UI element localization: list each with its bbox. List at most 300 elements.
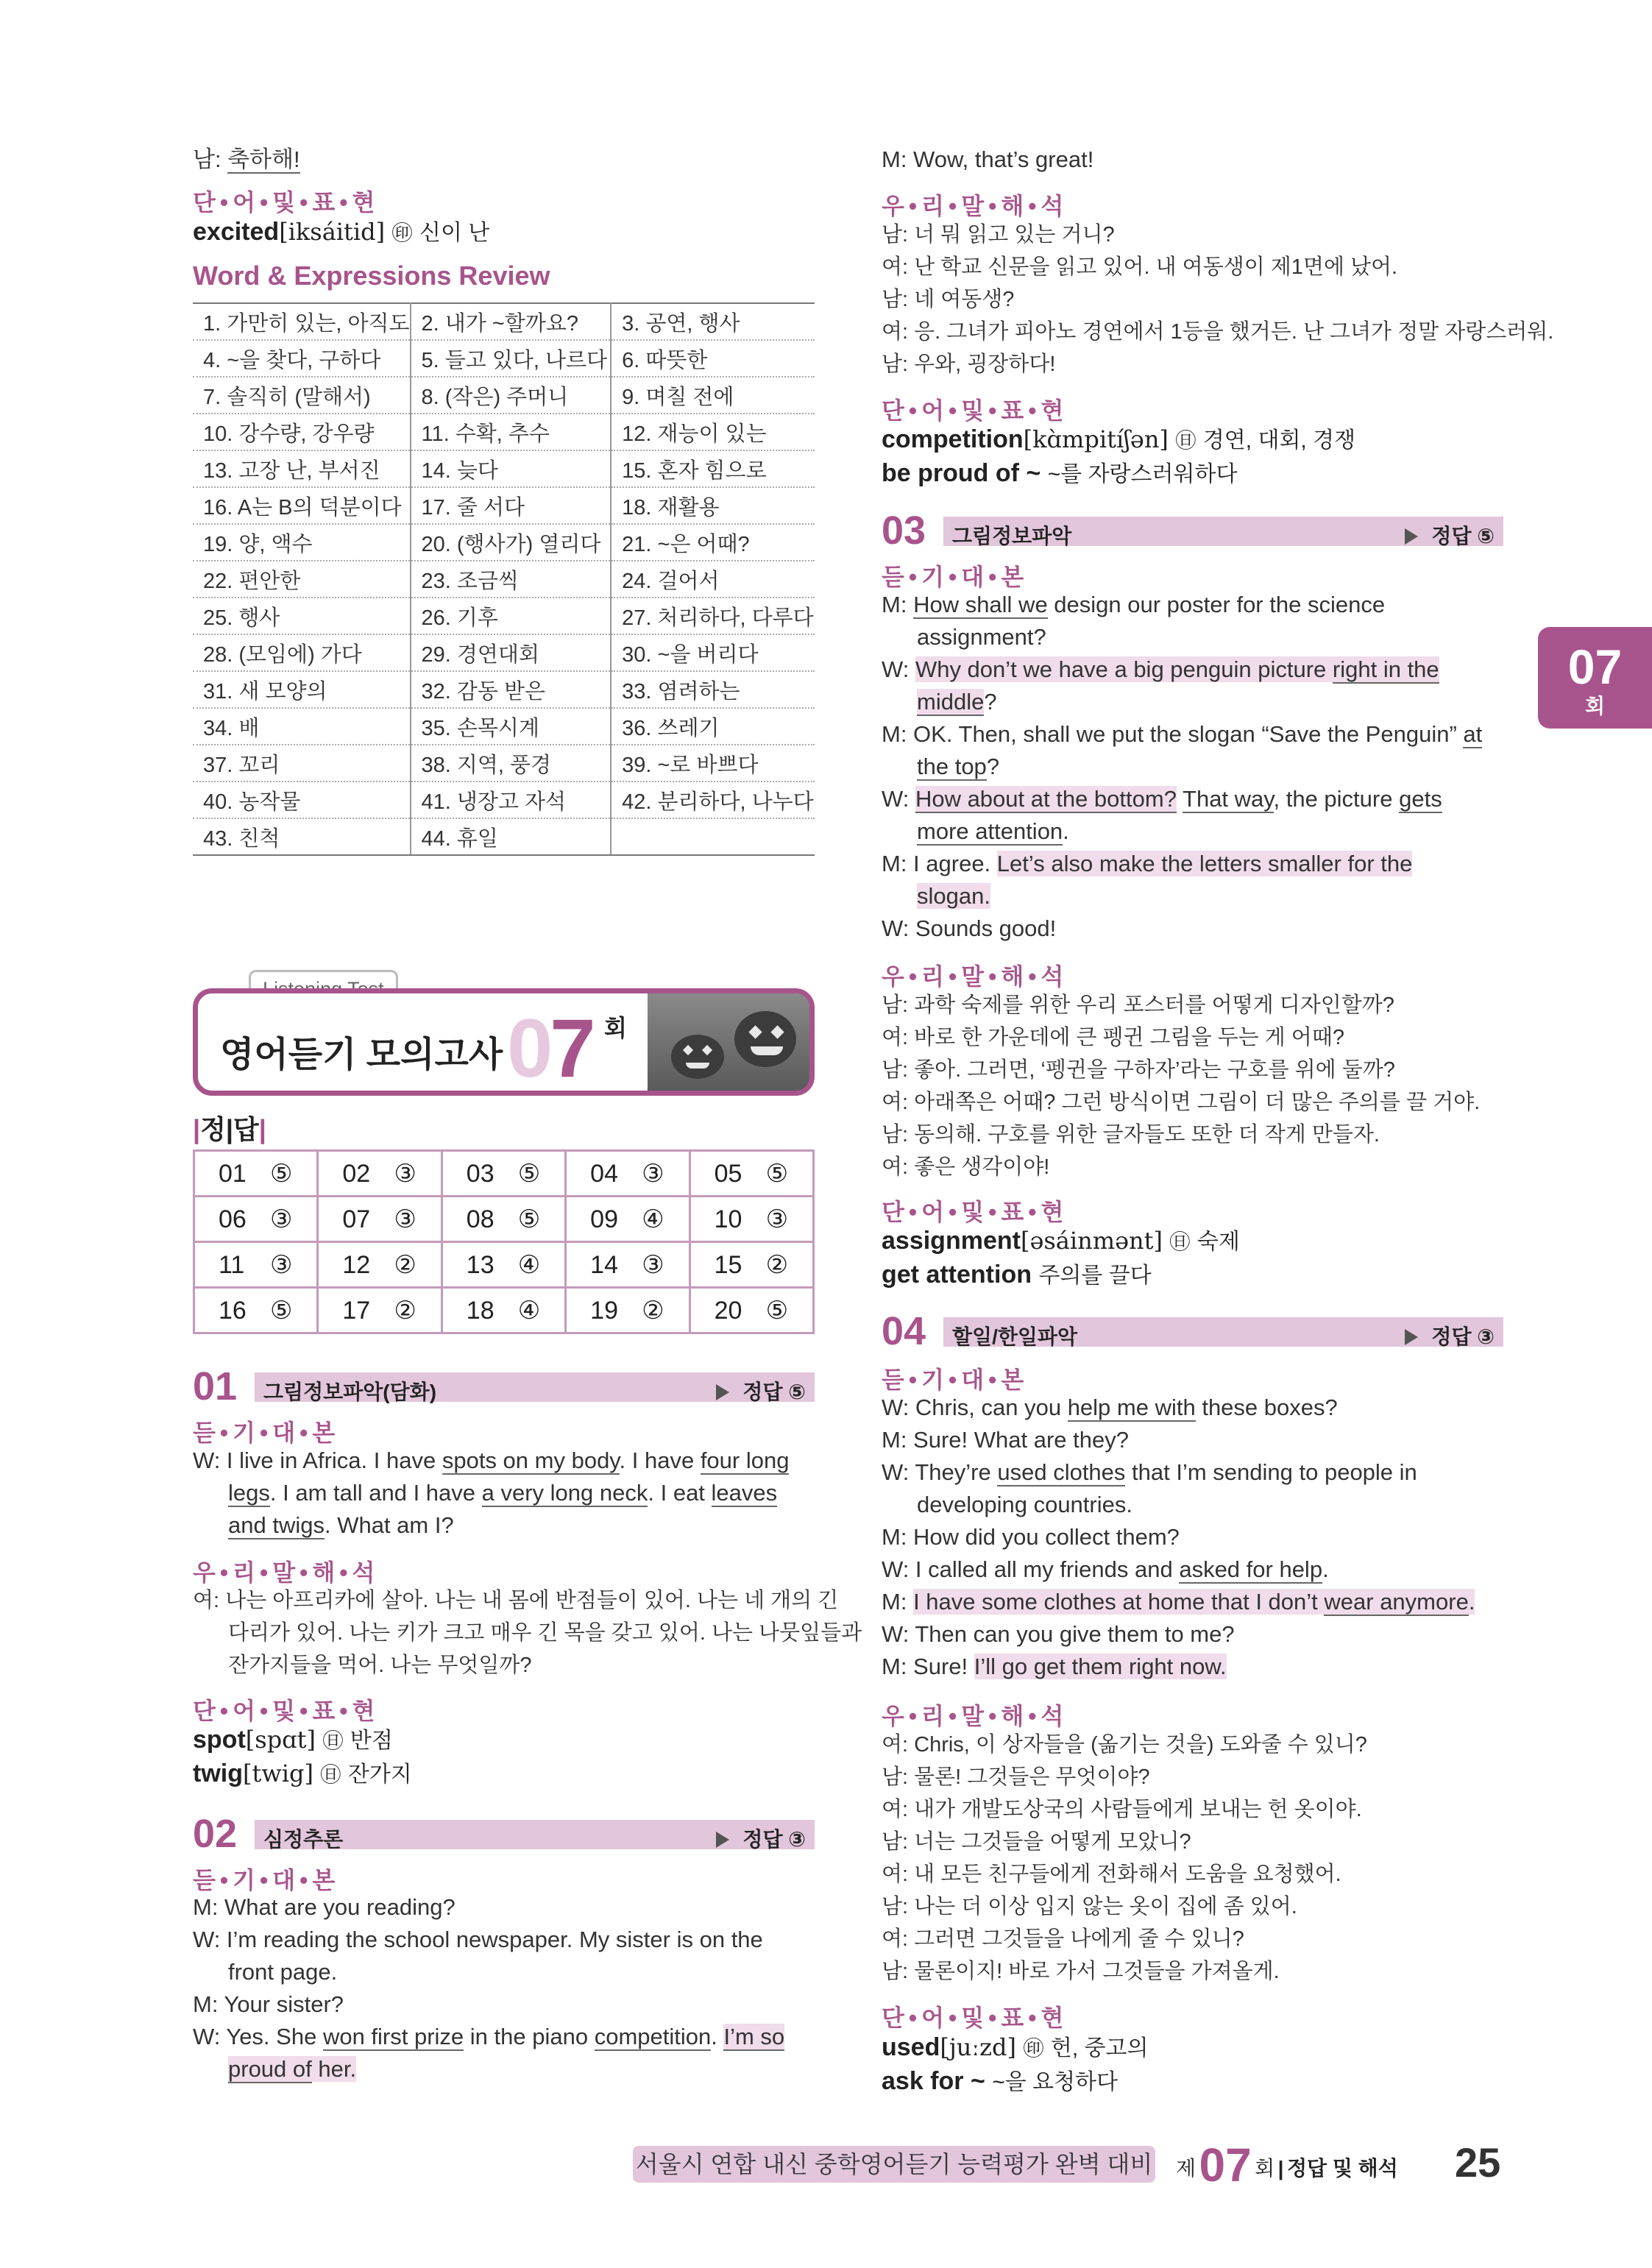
script-line: [882, 1456, 1475, 1489]
script-segment: . I am tall and I have: [269, 1480, 482, 1506]
vocab-meaning: ~를 자랑스러워하다: [1047, 462, 1238, 486]
vocab-item: [193, 1757, 412, 1791]
answer-choice: ②: [765, 1250, 789, 1279]
script-segment: W: Yes. She: [193, 2024, 323, 2049]
answer-number: 19: [590, 1296, 618, 1325]
answer-number: 02: [342, 1159, 371, 1188]
translation-line: 여: 내가 개발도상국의 사람들에게 보내는 헌 옷이야.: [882, 1798, 1362, 1821]
translation-line: 남: 너는 그것들을 어떻게 모았니?: [882, 1830, 1191, 1854]
script-segment: front page.: [228, 1959, 338, 1985]
answer-number: 06: [219, 1205, 247, 1233]
vocab-word: used: [882, 2033, 940, 2061]
footer-banner: 서울시 연합 내신 중학영어듣기 능력평가 완벽 대비: [633, 2146, 1155, 2183]
play-triangle-icon: [1405, 1329, 1418, 1345]
translation-block: [882, 989, 1480, 1183]
script-segment: Why don’t we have a big penguin picture: [915, 656, 1333, 682]
review-table: [193, 302, 815, 856]
table-row: [193, 782, 815, 818]
answer-cell: [194, 1151, 318, 1197]
script-segment: M: OK. Then, shall we put the slogan “Save the Penguin”: [882, 721, 1464, 747]
answer-cell: [566, 1151, 689, 1197]
section-number: 01: [193, 1364, 238, 1408]
translation-line: 남: 동의해. 구호를 위한 글자들도 또한 더 작게 만들자.: [882, 1123, 1380, 1147]
script-line: [882, 783, 1482, 815]
script-segment: W: Then can you give them to me?: [882, 1621, 1235, 1647]
script-segment: slogan.: [917, 883, 990, 909]
script-segment: ?: [986, 754, 1000, 779]
vocab-meaning: 반점: [350, 1729, 393, 1753]
answer-cell: [442, 1197, 565, 1242]
table-cell: 9. 며칠 전에: [611, 377, 815, 414]
table-cell: 33. 염려하는: [611, 671, 815, 708]
footer-number: 07: [1199, 2138, 1252, 2191]
answer-choice: ④: [642, 1205, 664, 1233]
answer-cell: [194, 1242, 318, 1288]
table-cell: 17. 줄 서다: [411, 487, 611, 524]
answer-cell: [566, 1242, 689, 1288]
script-segment: middle: [917, 689, 985, 715]
section-title: 그림정보파악(담화): [263, 1381, 437, 1403]
table-cell: 27. 처리하다, 다루다: [611, 598, 815, 634]
table-cell: 40. 농작물: [193, 782, 411, 818]
script-segment: at: [1463, 721, 1483, 747]
section-band: [943, 517, 1503, 546]
answer-choice: ⑤: [765, 1296, 789, 1325]
answer-choice: ②: [394, 1250, 416, 1279]
table-cell: 16. A는 B의 덕분이다: [193, 487, 411, 524]
table-cell: 20. (행사가) 열리다: [411, 524, 611, 561]
translation-line: 여: 그러면 그것들을 나에게 줄 수 있니?: [882, 1927, 1244, 1951]
script-segment: in the piano: [464, 2024, 595, 2049]
translation-line: 여: 응. 그녀가 피아노 경연에서 1등을 했거든. 난 그녀가 정말 자랑스러워.: [882, 320, 1554, 344]
vocab-pronunciation: [juːzd]: [940, 2033, 1016, 2061]
translation-line: 남: 물론! 그것들은 무엇이야?: [882, 1765, 1150, 1789]
translation-line: 남: 과학 숙제를 위한 우리 포스터를 어떻게 디자인할까?: [882, 993, 1394, 1017]
script-segment: W: I called all my friends and: [882, 1556, 1180, 1582]
banner-number: 07: [507, 1002, 593, 1094]
part-of-speech-icon: ㊞: [1023, 2037, 1044, 2060]
vocab-item: [882, 1225, 1240, 1258]
translation-line: 여: 나는 아프리카에 살아. 나는 내 몸에 반점들이 있어. 나는 네 개의 긴: [193, 1589, 839, 1612]
table-cell: 19. 양, 액수: [193, 524, 411, 561]
vocab-heading: 단•어•및•표•현: [193, 1698, 380, 1724]
script-line: [882, 912, 1482, 945]
vocab-pronunciation: [əsáinmənt]: [1020, 1227, 1163, 1255]
script-line: [882, 751, 1482, 783]
script-block: [882, 589, 1482, 945]
translation-block: [882, 219, 1553, 380]
table-cell: 23. 조금씩: [411, 561, 611, 598]
translation-line: 여: 난 학교 신문을 읽고 있어. 내 여동생이 제1면에 났어.: [882, 255, 1398, 279]
script-line: [193, 1956, 784, 1988]
review-title: Word & Expressions Review: [193, 261, 550, 291]
script-segment: I’m so: [723, 2024, 785, 2049]
table-cell: 41. 냉장고 자석: [411, 782, 611, 818]
script-segment: W: Chris, can you: [882, 1395, 1068, 1420]
script-line: [882, 686, 1482, 718]
table-cell: 7. 솔직히 (말해서): [193, 377, 411, 414]
answer-row: [194, 1288, 814, 1333]
translation-block: [193, 1584, 862, 1681]
script-segment: these boxes?: [1195, 1395, 1338, 1420]
script-heading: 듣•기•대•본: [193, 1867, 340, 1893]
translation-line: 여: 내 모든 친구들에게 전화해서 도움을 요청했어.: [882, 1863, 1341, 1886]
section-band: [943, 1317, 1503, 1347]
section-title: 심정추론: [263, 1828, 344, 1851]
script-segment: M: Sure! What are they?: [882, 1427, 1129, 1453]
script-line: [882, 718, 1482, 751]
script-segment: four long: [700, 1447, 790, 1473]
play-triangle-icon: [716, 1832, 729, 1848]
vocab-pronunciation: [twig]: [242, 1760, 313, 1787]
table-row: [193, 818, 815, 855]
translation-line: 남: 좋아. 그러면, ‘펭귄을 구하자’라는 구호를 위에 둘까?: [882, 1058, 1395, 1082]
answer-cell: [318, 1242, 442, 1288]
vocab-heading: 단•어•및•표•현: [882, 397, 1068, 424]
table-cell: 34. 배: [193, 708, 411, 745]
section-title: 할일/한일파악: [952, 1325, 1078, 1348]
answer-number: 03: [466, 1159, 494, 1188]
script-segment: design our poster for the science: [1047, 592, 1386, 617]
answer-cell: [566, 1197, 689, 1242]
table-cell: 11. 수확, 추수: [411, 414, 611, 450]
part-of-speech-icon: ㊐: [322, 1729, 344, 1752]
script-segment: Let’s also make the letters smaller for the: [996, 851, 1413, 876]
script-segment: I have some clothes at home that I don’t: [913, 1589, 1325, 1615]
table-cell: 36. 쓰레기: [611, 708, 815, 745]
script-segment: won first prize: [322, 2024, 464, 2049]
table-cell: 22. 편안한: [193, 561, 411, 598]
script-segment: W:: [882, 786, 915, 812]
answer-number: 17: [342, 1296, 371, 1325]
translation-block: [882, 1729, 1367, 1988]
page-number: 25: [1455, 2139, 1501, 2186]
answer-choice: ⑤: [517, 1159, 541, 1188]
answer-choice: ③: [394, 1205, 416, 1233]
vocab-item: [882, 2031, 1149, 2065]
answer-choice: ④: [517, 1250, 541, 1279]
answer-number: 20: [714, 1296, 742, 1325]
table-cell: 37. 꼬리: [193, 745, 411, 782]
script-segment: , the picture: [1273, 786, 1400, 812]
vocab-pronunciation: [spɑt]: [245, 1726, 316, 1754]
answer-choice: ②: [394, 1296, 416, 1325]
table-row: [193, 524, 815, 561]
translation-line: 남: 나는 더 이상 입지 않는 옷이 집에 좀 있어.: [882, 1895, 1297, 1918]
script-block: [193, 1445, 789, 1542]
table-cell: [611, 818, 815, 855]
translation-line: 잔가지들을 먹어. 나는 무엇일까?: [228, 1654, 532, 1677]
vocab-item: [882, 2065, 1149, 2099]
table-row: [193, 340, 815, 377]
script-line: [882, 1651, 1475, 1683]
vocab-meaning: 잔가지: [347, 1762, 412, 1787]
table-row: [193, 745, 815, 782]
table-cell: 5. 들고 있다, 나르다: [411, 340, 611, 377]
script-segment: W: I’m reading the school newspaper. My sister is on the: [193, 1927, 763, 1952]
answer-cell: [194, 1197, 318, 1242]
table-cell: 38. 지역, 풍경: [411, 745, 611, 782]
table-row: [193, 450, 815, 487]
script-line: [882, 1489, 1475, 1521]
table-cell: 43. 친척: [193, 818, 411, 855]
answer-number: 11: [219, 1250, 245, 1279]
section-number: 02: [193, 1812, 238, 1856]
table-cell: 15. 혼자 힘으로: [611, 450, 815, 487]
part-of-speech-icon: ㊐: [320, 1763, 341, 1786]
script-line: [193, 1924, 784, 1956]
footer-chapter: [1176, 2138, 1398, 2192]
script-line: [193, 1509, 789, 1542]
script-line: [882, 621, 1482, 653]
answer-cell: [194, 1288, 318, 1333]
vocab-meaning: 경연, 대회, 경쟁: [1202, 428, 1356, 453]
vocab-word: excited: [193, 218, 280, 246]
answer-choice: ②: [642, 1296, 664, 1325]
script-segment: more attention: [917, 818, 1063, 844]
translation-heading: 우•리•말•해•석: [882, 963, 1068, 990]
script-heading: 듣•기•대•본: [882, 1367, 1029, 1393]
table-cell: 18. 재활용: [611, 487, 815, 524]
answer-choice: ③: [642, 1159, 664, 1188]
script-segment: that I’m sending to people in: [1125, 1459, 1417, 1485]
table-row: [193, 303, 815, 340]
script-line: [193, 1988, 784, 2021]
table-cell: 39. ~로 바쁘다: [611, 745, 815, 782]
answer-cell: [689, 1242, 813, 1288]
translation-heading: 우•리•말•해•석: [193, 1559, 380, 1586]
script-segment: legs: [228, 1480, 270, 1506]
vocab-list: [882, 2031, 1149, 2099]
answer-choice: ③: [642, 1250, 664, 1279]
answer-row: [194, 1197, 814, 1242]
translation-line: 다리가 있어. 나는 키가 크고 매우 긴 목을 갖고 있어. 나는 나뭇잎들과: [228, 1621, 862, 1645]
vocab-meaning: 주의를 끌다: [1038, 1264, 1152, 1288]
table-cell: 1. 가만히 있는, 아직도: [193, 303, 411, 340]
table-cell: 31. 새 모양의: [193, 671, 411, 708]
script-segment: W: They’re: [882, 1459, 998, 1485]
script-segment: . I have: [619, 1447, 701, 1473]
table-cell: 6. 따뜻한: [611, 340, 815, 377]
script-segment: M: I agree.: [882, 851, 997, 876]
script-line: [882, 880, 1482, 912]
answer-cell: [689, 1151, 813, 1197]
script-segment: spots on my body: [442, 1447, 620, 1473]
section-band: [255, 1372, 815, 1402]
table-cell: 2. 내가 ~할까요?: [411, 303, 611, 340]
section-04-bar: [882, 1311, 1503, 1351]
script-segment: W: Sounds good!: [882, 915, 1057, 941]
footer-je: 제: [1176, 2157, 1197, 2180]
script-line: [193, 1445, 789, 1477]
script-line: [882, 848, 1482, 880]
translation-line: 여: 아래쪽은 어때? 그런 방식이면 그림이 더 많은 주의를 끌 거야.: [882, 1091, 1481, 1114]
script-line: [882, 1392, 1475, 1424]
vocab-pronunciation: [kɑ̀mpitíʃən]: [1023, 425, 1169, 453]
vocab-word: twig: [193, 1760, 243, 1787]
section-answer: 정답 ⑤: [1405, 520, 1495, 550]
section-03-bar: [882, 508, 1503, 553]
translation-line: 남: 물론이지! 바로 가서 그것들을 가져올게.: [882, 1960, 1280, 1983]
script-segment: M: How did you collect them?: [882, 1524, 1180, 1550]
answer-row: [194, 1151, 814, 1197]
script-line: [193, 2021, 784, 2053]
table-row: [193, 414, 815, 450]
vocab-list: [193, 1723, 412, 1791]
section-answer: 정답 ③: [716, 1824, 806, 1853]
vocab-item: [882, 457, 1355, 491]
answer-cell: [442, 1242, 565, 1288]
vocab-heading: 단•어•및•표•현: [882, 1199, 1068, 1225]
answers-title: |정|답|: [193, 1114, 266, 1144]
answer-cell: [442, 1151, 565, 1197]
answer-number: 05: [714, 1159, 742, 1188]
side-tab-label: 회: [1584, 695, 1606, 717]
script-line: [193, 1891, 784, 1924]
script-segment: her.: [311, 2056, 357, 2082]
answer-number: 08: [466, 1205, 494, 1233]
script-line: [882, 1521, 1475, 1553]
translation-line: 남: 우와, 굉장하다!: [882, 352, 1056, 376]
table-row: [193, 377, 815, 414]
table-cell: 10. 강수량, 강우량: [193, 414, 411, 450]
translation-line: 여: Chris, 이 상자들을 (옮기는 것을) 도와줄 수 있니?: [882, 1733, 1367, 1757]
answer-choice: ⑤: [270, 1159, 293, 1188]
script-segment: M: What are you reading?: [193, 1894, 455, 1920]
script-line: [882, 1586, 1475, 1618]
answer-number: 15: [714, 1250, 742, 1279]
table-cell: 8. (작은) 주머니: [411, 377, 611, 414]
script-segment: .: [1468, 1589, 1475, 1615]
answer-choice: ③: [394, 1159, 416, 1188]
table-cell: 44. 휴일: [411, 818, 611, 855]
table-cell: 32. 감동 받은: [411, 671, 611, 708]
script-segment: M: Your sister?: [193, 1991, 344, 2017]
script-heading: 듣•기•대•본: [882, 564, 1029, 590]
section-number: 04: [882, 1309, 926, 1353]
translation-line: 남: 네 여동생?: [882, 288, 1015, 311]
script-line: [882, 1553, 1475, 1586]
script-block: [882, 1392, 1475, 1683]
table-cell: 29. 경연대회: [411, 634, 611, 671]
answer-number: 14: [590, 1250, 618, 1279]
script-segment: . What am I?: [324, 1512, 454, 1538]
table-cell: 30. ~을 버리다: [611, 634, 815, 671]
script-segment: a very long neck: [481, 1480, 648, 1506]
answer-number: 09: [590, 1205, 618, 1233]
script-line: [882, 653, 1482, 686]
answer-cell: [689, 1288, 813, 1333]
answer-row: [194, 1242, 814, 1288]
answer-cell: [689, 1197, 813, 1242]
table-cell: 3. 공연, 행사: [611, 303, 815, 340]
answer-choice: ⑤: [270, 1296, 293, 1325]
script-segment: assignment?: [917, 624, 1046, 650]
answer-number: 12: [342, 1250, 371, 1279]
script-segment: ?: [984, 689, 997, 715]
answer-choice: ④: [517, 1296, 541, 1325]
script-segment: .: [711, 2024, 724, 2049]
vocab-heading: 단•어•및•표•현: [882, 2005, 1068, 2031]
banner-title: 영어듣기 모의고사: [220, 1035, 503, 1074]
script-segment: [1177, 786, 1183, 812]
table-cell: 21. ~은 어때?: [611, 524, 815, 561]
answer-choice: ⑤: [765, 1159, 789, 1188]
answer-number: 13: [466, 1250, 494, 1279]
answer-cell: [318, 1288, 442, 1333]
script-line: [882, 589, 1482, 621]
part-of-speech-icon: ㊐: [1175, 429, 1197, 452]
script-segment: W: I live in Africa. I have: [193, 1447, 442, 1473]
vocab-word: be proud of ~: [882, 459, 1041, 487]
script-segment: used clothes: [997, 1459, 1126, 1485]
play-triangle-icon: [1405, 528, 1418, 545]
table-row: [193, 598, 815, 634]
script-segment: leaves: [711, 1480, 778, 1506]
vocab-word: competition: [882, 425, 1024, 453]
script-segment: and twigs: [228, 1512, 325, 1538]
vocab-meaning: 헌, 중고의: [1050, 2036, 1149, 2060]
script-segment: competition: [594, 2024, 712, 2049]
section-01-bar: [193, 1364, 815, 1408]
answer-grid: [193, 1149, 815, 1334]
answer-choice: ③: [270, 1205, 293, 1233]
side-tab-number: 07: [1567, 639, 1623, 694]
script-line: [882, 1618, 1475, 1651]
script-line: [193, 1477, 789, 1509]
vocab-list: [882, 423, 1355, 491]
script-segment: How about at the bottom?: [915, 786, 1177, 812]
script-line: M: Wow, that’s great!: [882, 146, 1094, 172]
answer-number: 18: [466, 1296, 494, 1325]
script-segment: gets: [1399, 786, 1442, 812]
play-triangle-icon: [716, 1384, 729, 1400]
answer-number: 01: [219, 1159, 247, 1188]
translation-line: 여: 바로 한 가운데에 큰 펭귄 그림을 두는 게 어때?: [882, 1026, 1344, 1049]
section-title: 그림정보파악: [952, 525, 1072, 547]
table-cell: 25. 행사: [193, 598, 411, 634]
answer-number: 04: [590, 1159, 618, 1188]
chapter-side-tab[interactable]: [1538, 627, 1652, 729]
section-band: [255, 1820, 815, 1849]
vocab-item: [882, 1258, 1240, 1292]
script-segment: How shall we: [913, 592, 1048, 617]
answer-cell: [318, 1151, 442, 1197]
vocab-word: ask for ~: [882, 2067, 985, 2095]
table-row: [193, 671, 815, 708]
translation-line: 남: 너 뭐 읽고 있는 거니?: [882, 223, 1115, 247]
translation-heading: 우•리•말•해•석: [882, 1703, 1068, 1729]
table-cell: 12. 재능이 있는: [611, 414, 815, 450]
vocab-meaning: ~을 요청하다: [992, 2070, 1119, 2094]
closing-line: 남: 축하해!: [193, 146, 300, 172]
vocab-list: [882, 1225, 1240, 1292]
script-segment: developing countries.: [917, 1492, 1132, 1517]
script-line: [193, 2053, 784, 2086]
section-number: 03: [882, 508, 926, 553]
vocab-meaning: 숙제: [1197, 1230, 1240, 1254]
table-cell: 35. 손목시계: [411, 708, 611, 745]
script-block: [193, 1891, 784, 2086]
table-row: [193, 561, 815, 598]
script-segment: I’ll go get them right now.: [974, 1654, 1227, 1679]
table-cell: 28. (모임에) 가다: [193, 634, 411, 671]
script-segment: .: [1063, 818, 1069, 844]
vocab-pronunciation: [iksáitid]: [279, 218, 386, 246]
answer-choice: ③: [765, 1205, 789, 1233]
section-02-bar: [193, 1814, 815, 1854]
answer-cell: [318, 1197, 442, 1242]
